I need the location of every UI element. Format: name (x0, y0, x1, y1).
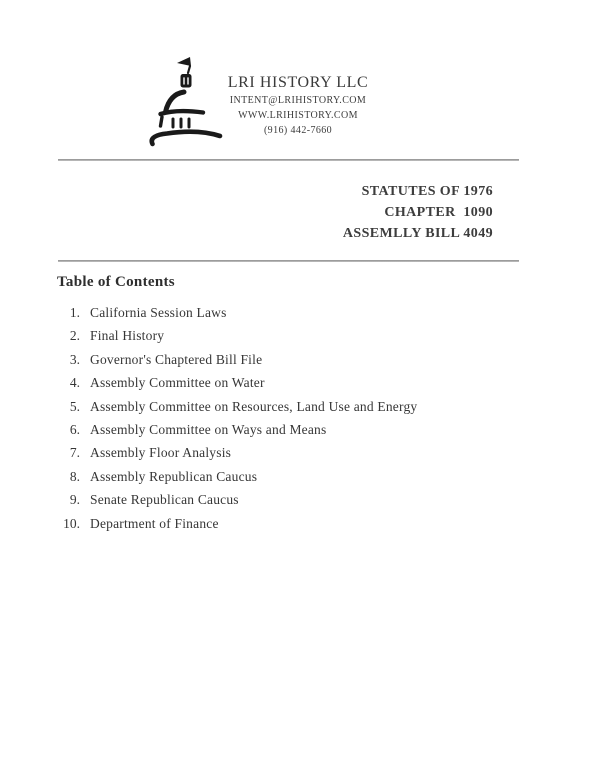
statutes-line: STATUTES OF 1976 (361, 184, 493, 199)
reference-block (343, 181, 493, 244)
toc-item-label: Final History (90, 328, 165, 344)
toc-item-number: 9. (69, 492, 80, 508)
divider-bottom (58, 260, 519, 262)
toc-item (0, 488, 600, 511)
toc-item (0, 441, 600, 464)
company-name: LRI HISTORY LLC (227, 74, 369, 91)
toc-item (0, 465, 600, 488)
toc-item-label: California Session Laws (90, 305, 227, 320)
toc-item-label: Assembly Committee on Water (90, 375, 265, 391)
toc-item-label: Department of Finance (90, 515, 219, 531)
toc-item-number: 6. (69, 422, 80, 438)
toc-heading: Table of Contents (57, 274, 175, 290)
toc-item-number: 10. (63, 515, 80, 531)
toc-item (0, 395, 600, 418)
divider-top (58, 159, 519, 161)
toc-item-number: 8. (69, 468, 80, 484)
toc-item-label: Assembly Committee on Ways and Means (90, 422, 327, 438)
toc-item-label: Senate Republican Caucus (90, 492, 239, 508)
toc-list (0, 301, 600, 535)
toc-item (0, 371, 600, 394)
toc-item-label: Assembly Committee on Resources, Land Use and Energy (90, 398, 418, 414)
company-phone: (916) 442-7660 (263, 125, 333, 136)
toc-item (0, 418, 600, 441)
toc-item-label: Assembly Republican Caucus (90, 468, 258, 484)
chapter-line: CHAPTER 1090 (384, 205, 493, 220)
toc-item-label: Governor's Chaptered Bill File (90, 351, 263, 367)
toc-item (0, 301, 600, 324)
toc-item-number: 2. (69, 328, 80, 344)
toc-item (0, 324, 600, 347)
toc-item-number: 1. (69, 305, 80, 320)
toc-item-number: 3. (69, 351, 80, 367)
toc-item-number: 7. (69, 445, 80, 461)
toc-item-number: 5. (69, 398, 80, 414)
assembly-bill-line: ASSEMLLY BILL 4049 (342, 226, 493, 241)
company-website: WWW.LRIHISTORY.COM (238, 110, 358, 121)
toc-item-number: 4. (69, 375, 80, 391)
toc-item-label: Assembly Floor Analysis (90, 445, 232, 461)
toc-item (0, 512, 600, 535)
toc-item (0, 348, 600, 371)
company-email: INTENT@LRIHISTORY.COM (229, 95, 367, 106)
